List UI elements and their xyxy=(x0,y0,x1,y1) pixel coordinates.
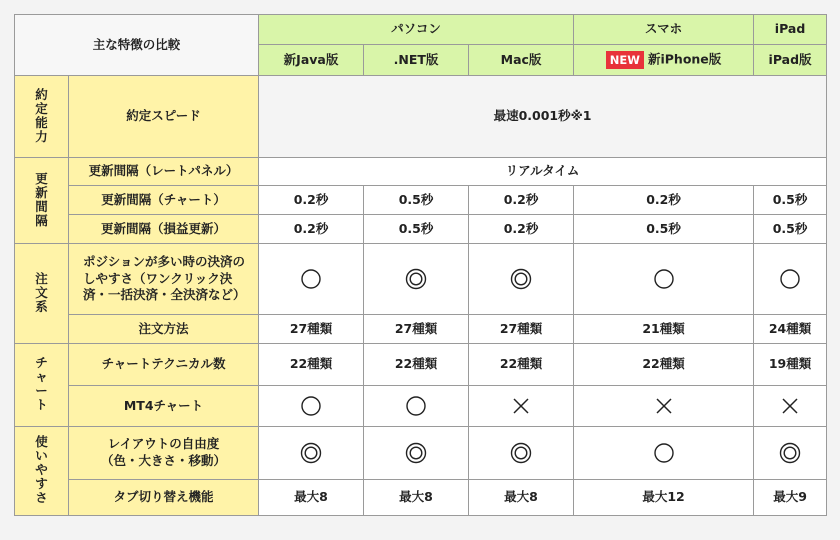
cell-value: 0.2秒 xyxy=(469,186,574,215)
col-iphone xyxy=(574,45,754,76)
category-koushin: 更新間隔 xyxy=(15,158,69,244)
group-pc: パソコン xyxy=(259,15,574,45)
cell-value: 0.2秒 xyxy=(469,215,574,244)
circle-symbol-icon xyxy=(653,442,675,464)
feature-technicals: チャートテクニカル数 xyxy=(69,344,259,386)
symbol-cell xyxy=(259,427,364,480)
circle-symbol-icon xyxy=(300,395,322,417)
feature-comparison-table xyxy=(14,14,827,516)
symbol-cell xyxy=(364,244,469,315)
cell-value: 24種類 xyxy=(754,315,827,344)
group-ipad: iPad xyxy=(754,15,827,45)
symbol-cell xyxy=(574,427,754,480)
cell-value: 0.2秒 xyxy=(259,186,364,215)
row-mt4 xyxy=(15,386,827,427)
row-tabs xyxy=(15,480,827,516)
symbol-cell xyxy=(754,427,827,480)
symbol-cell xyxy=(259,244,364,315)
row-settlement xyxy=(15,244,827,315)
double-circle-symbol-icon xyxy=(510,442,532,464)
cell-value: 最大8 xyxy=(364,480,469,516)
row-chart-interval xyxy=(15,186,827,215)
col-ipad: iPad版 xyxy=(754,45,827,76)
comparison-table-wrapper xyxy=(14,14,827,516)
row-speed xyxy=(15,76,827,158)
feature-order-methods: 注文方法 xyxy=(69,315,259,344)
col-dotnet: .NET版 xyxy=(364,45,469,76)
header-row-groups xyxy=(15,15,827,45)
row-layout xyxy=(15,427,827,480)
feature-settlement: ポジションが多い時の決済のしやすさ（ワンクリック決済・一括決済・全決済など） xyxy=(69,244,259,315)
symbol-cell xyxy=(754,386,827,427)
circle-symbol-icon xyxy=(405,395,427,417)
cell-value: 0.5秒 xyxy=(754,186,827,215)
cell-value: 21種類 xyxy=(574,315,754,344)
symbol-cell xyxy=(469,427,574,480)
feature-speed: 約定スピード xyxy=(69,76,259,158)
double-circle-symbol-icon xyxy=(405,268,427,290)
cross-symbol-icon xyxy=(510,395,532,417)
cell-value: 22種類 xyxy=(259,344,364,386)
symbol-cell xyxy=(754,244,827,315)
category-chuumon: 注文系 xyxy=(15,244,69,344)
symbol-cell xyxy=(364,427,469,480)
category-yakutei: 約定能力 xyxy=(15,76,69,158)
symbol-cell xyxy=(259,386,364,427)
cell-value: 22種類 xyxy=(364,344,469,386)
cell-value: 0.5秒 xyxy=(754,215,827,244)
cell-value: 27種類 xyxy=(364,315,469,344)
group-smartphone: スマホ xyxy=(574,15,754,45)
table-title: 主な特徴の比較 xyxy=(15,15,259,76)
cross-symbol-icon xyxy=(653,395,675,417)
feature-chart-interval: 更新間隔（チャート） xyxy=(69,186,259,215)
cell-value: 22種類 xyxy=(574,344,754,386)
double-circle-symbol-icon xyxy=(405,442,427,464)
cell-value: 27種類 xyxy=(259,315,364,344)
feature-mt4: MT4チャート xyxy=(69,386,259,427)
cell-value: 0.2秒 xyxy=(574,186,754,215)
cell-value: 最大8 xyxy=(259,480,364,516)
feature-pl-interval: 更新間隔（損益更新） xyxy=(69,215,259,244)
speed-value: 最速0.001秒※1 xyxy=(259,76,827,158)
cell-value: 0.5秒 xyxy=(364,186,469,215)
cell-value: 最大12 xyxy=(574,480,754,516)
symbol-cell xyxy=(469,386,574,427)
cell-value: 最大8 xyxy=(469,480,574,516)
cell-value: 0.5秒 xyxy=(364,215,469,244)
cell-value: 27種類 xyxy=(469,315,574,344)
cell-value: 19種類 xyxy=(754,344,827,386)
double-circle-symbol-icon xyxy=(300,442,322,464)
double-circle-symbol-icon xyxy=(510,268,532,290)
rate-panel-value: リアルタイム xyxy=(259,158,827,186)
cell-value: 22種類 xyxy=(469,344,574,386)
cross-symbol-icon xyxy=(779,395,801,417)
category-tsukai: 使いやすさ xyxy=(15,427,69,516)
symbol-cell xyxy=(574,386,754,427)
circle-symbol-icon xyxy=(653,268,675,290)
circle-symbol-icon xyxy=(779,268,801,290)
category-chart: チャート xyxy=(15,344,69,427)
feature-rate-panel: 更新間隔（レートパネル） xyxy=(69,158,259,186)
symbol-cell xyxy=(364,386,469,427)
row-pl-interval xyxy=(15,215,827,244)
row-order-methods xyxy=(15,315,827,344)
circle-symbol-icon xyxy=(300,268,322,290)
col-mac: Mac版 xyxy=(469,45,574,76)
col-java: 新Java版 xyxy=(259,45,364,76)
symbol-cell xyxy=(469,244,574,315)
cell-value: 0.2秒 xyxy=(259,215,364,244)
row-rate-panel xyxy=(15,158,827,186)
cell-value: 0.5秒 xyxy=(574,215,754,244)
double-circle-symbol-icon xyxy=(779,442,801,464)
symbol-cell xyxy=(574,244,754,315)
cell-value: 最大9 xyxy=(754,480,827,516)
col-iphone-label: 新iPhone版 xyxy=(647,51,722,67)
feature-tabs: タブ切り替え機能 xyxy=(69,480,259,516)
feature-layout: レイアウトの自由度（色・大きさ・移動） xyxy=(69,427,259,480)
row-technicals xyxy=(15,344,827,386)
new-badge: NEW xyxy=(606,51,644,69)
